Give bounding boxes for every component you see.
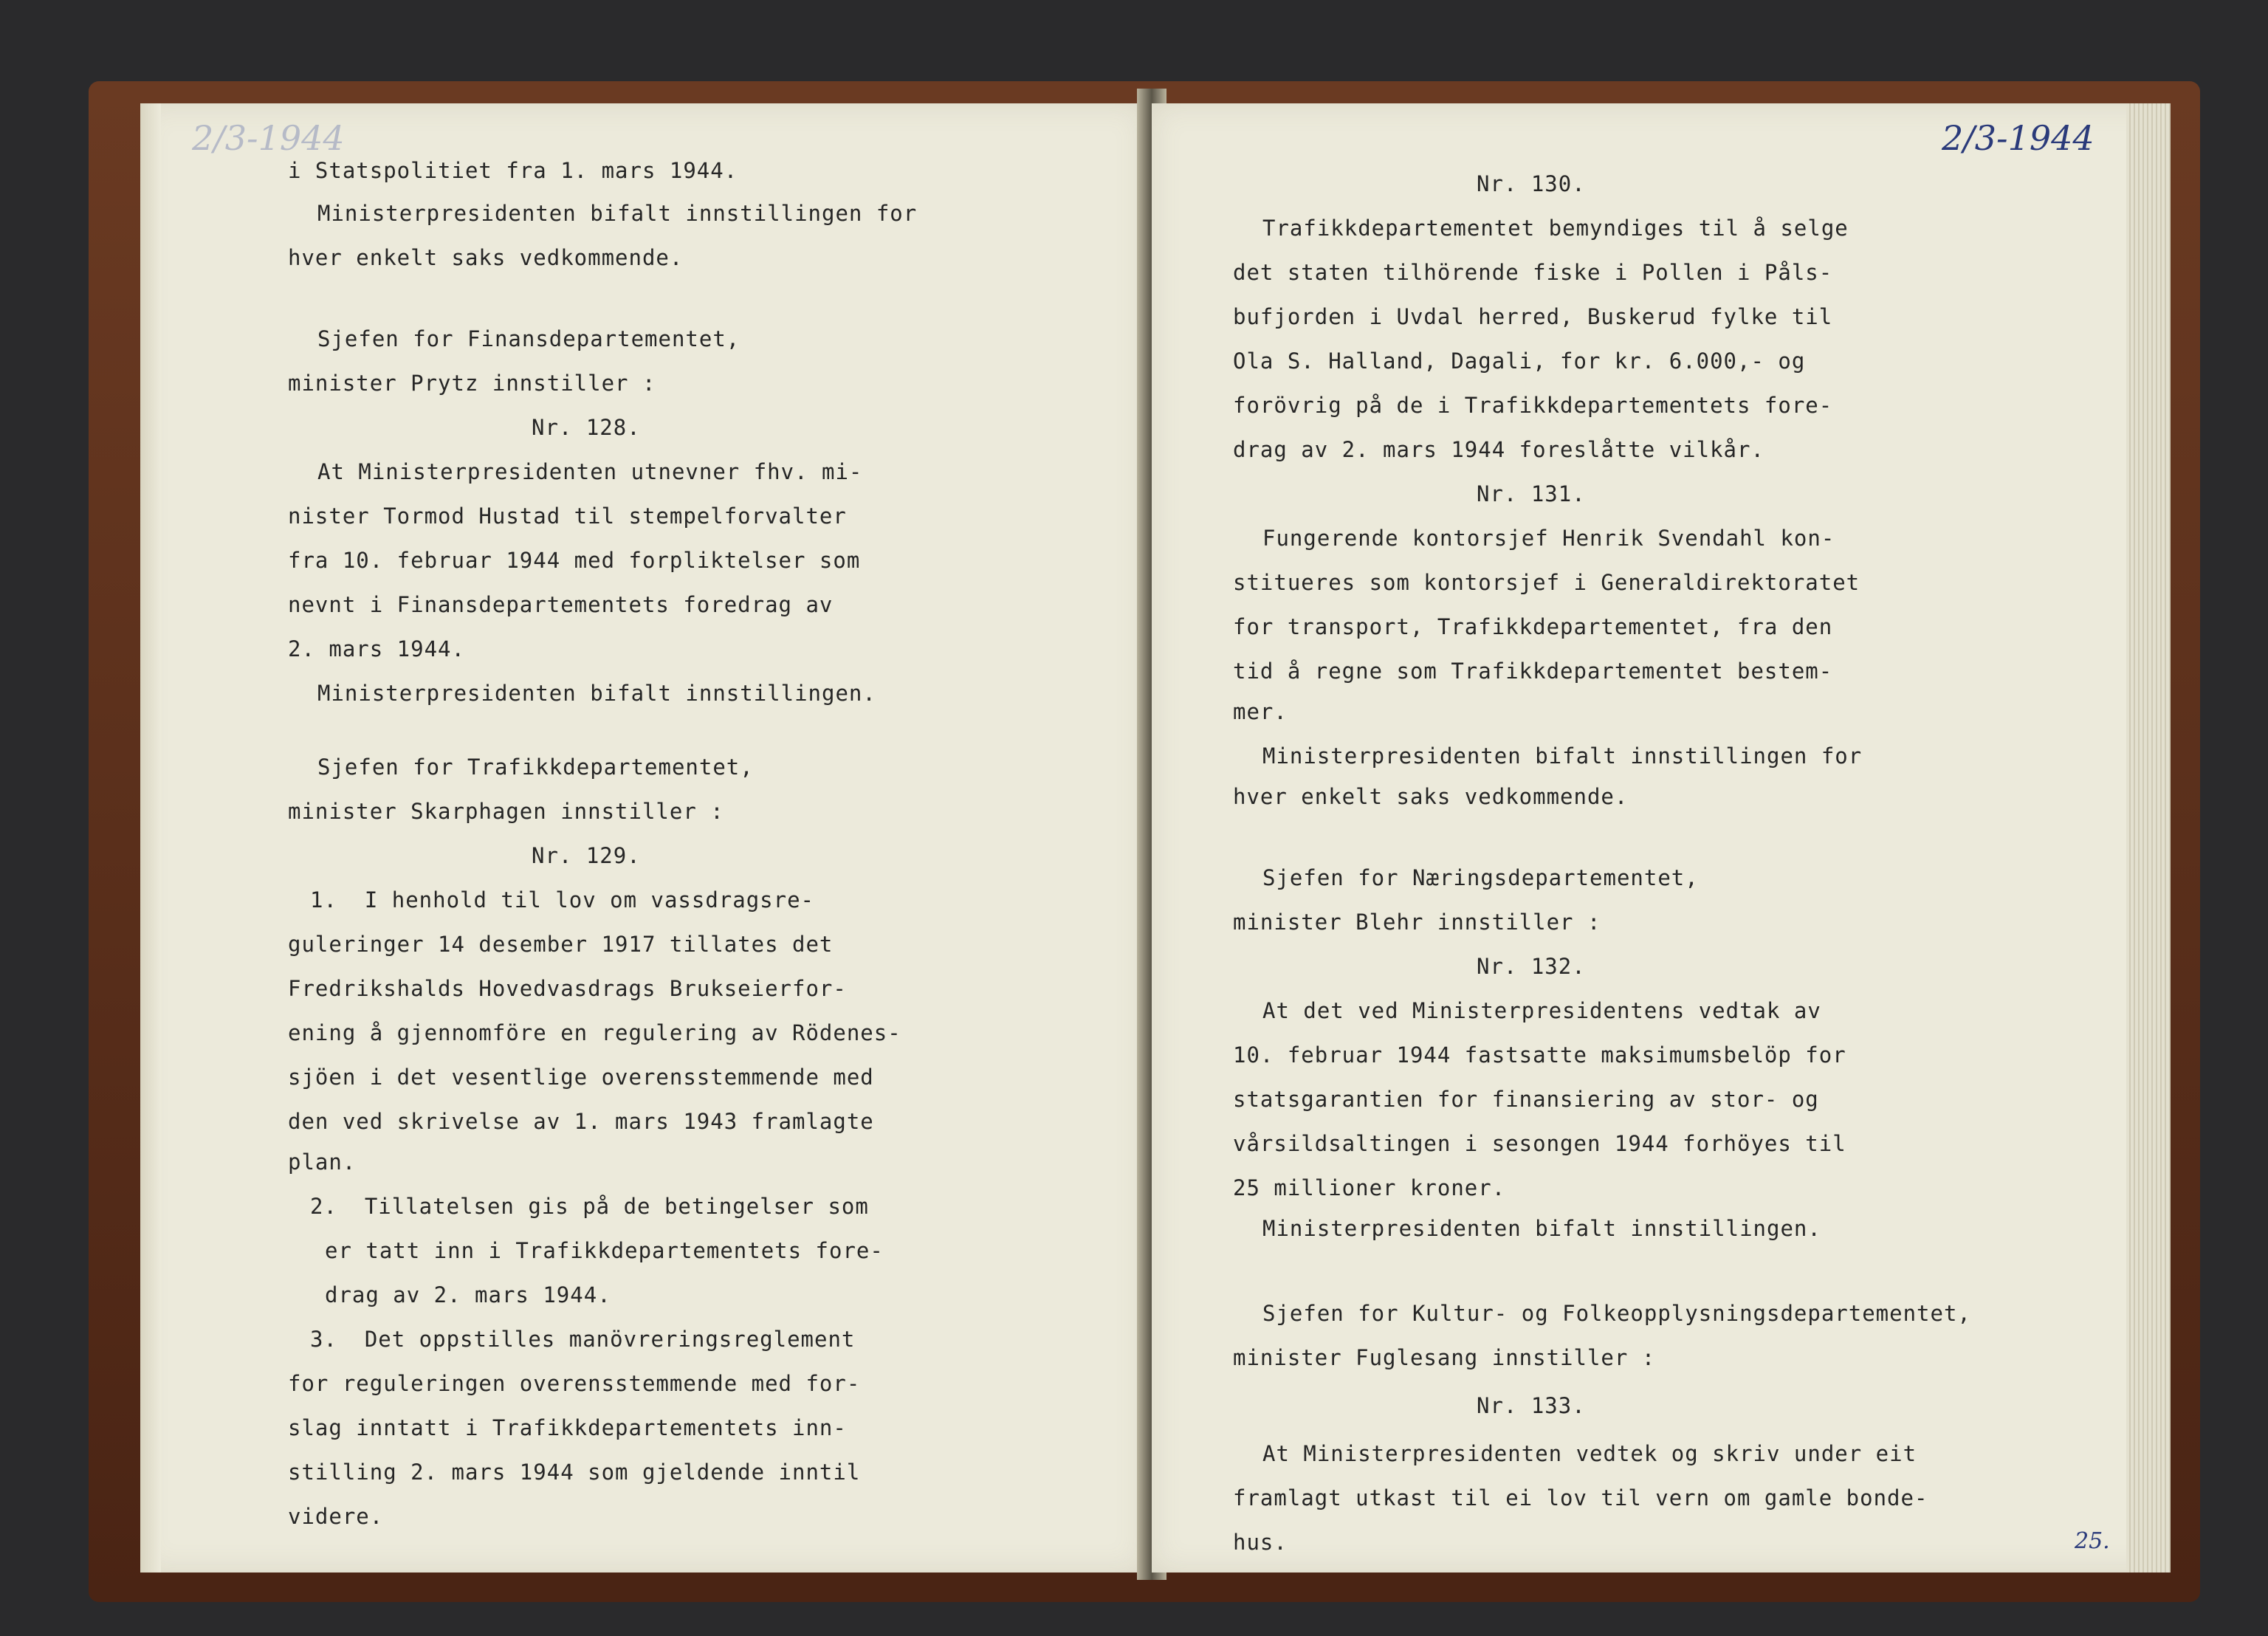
right-text-line: 10. februar 1944 fastsatte maksimumsbelöp for [1233,1042,1846,1068]
left-text-line: guleringer 14 desember 1917 tillates det [288,932,834,957]
right-text-line: vårsildsaltingen i sesongen 1944 forhöyes til [1233,1131,1846,1156]
left-text-line: er tatt inn i Trafikkdepartementets fore- [325,1238,884,1263]
right-text-line: Ministerpresidenten bifalt innstillingen. [1262,1216,1821,1241]
right-text-line: hus. [1233,1530,1288,1555]
right-text-line: statsgarantien for finansiering av stor- og [1233,1087,1819,1112]
right-text-line: minister Blehr innstiller : [1233,910,1601,935]
right-text-line: framlagt utkast til ei lov til vern om gamle bonde- [1233,1485,1928,1510]
right-text-line: Nr. 131. [1477,481,1586,506]
right-text-line: drag av 2. mars 1944 foreslåtte vilkår. [1233,437,1764,462]
left-text-line: 1. I henhold til lov om vassdragsre- [310,887,815,912]
left-text-line: nister Tormod Hustad til stempelforvalter [288,503,847,529]
left-text-line: At Ministerpresidenten utnevner fhv. mi- [317,459,863,484]
right-text-line: Sjefen for Kultur- og Folkeopplysningsdepartementet, [1262,1301,1971,1326]
left-text-line: videre. [288,1504,384,1529]
left-text-line: 3. Det oppstilles manövreringsreglement [310,1327,856,1352]
left-text-line: den ved skrivelse av 1. mars 1943 framlagte [288,1109,874,1134]
left-page [140,103,1146,1573]
right-text-line: At det ved Ministerpresidentens vedtak av [1262,998,1821,1023]
right-text-line: Trafikkdepartementet bemyndiges til å selge [1262,216,1849,241]
left-text-line: Sjefen for Trafikkdepartementet, [317,755,754,780]
left-text-line: stilling 2. mars 1944 som gjeldende inntil [288,1460,861,1485]
right-text-line: hver enkelt saks vedkommende. [1233,784,1629,809]
left-text-line: 2. mars 1944. [288,636,465,661]
right-text-line: Fungerende kontorsjef Henrik Svendahl kon- [1262,526,1835,551]
left-handwritten-date: 2/3-1944 [192,118,345,158]
right-text-line: tid å regne som Trafikkdepartementet bestem- [1233,659,1833,684]
page-number: 25. [2075,1528,2110,1554]
right-text-line: det staten tilhörende fiske i Pollen i Påls- [1233,260,1833,285]
left-text-line: i Statspolitiet fra 1. mars 1944. [288,158,738,183]
right-text-line: Nr. 130. [1477,171,1586,196]
right-text-line: Ministerpresidenten bifalt innstillingen for [1262,743,1863,769]
right-text-line: mer. [1233,699,1288,724]
left-text-line: Fredrikshalds Hovedvasdrags Brukseierfor- [288,976,847,1001]
right-text-line: minister Fuglesang innstiller : [1233,1345,1656,1370]
left-text-line: Sjefen for Finansdepartementet, [317,326,740,351]
left-text-line: for reguleringen overensstemmende med for- [288,1371,861,1396]
right-text-line: forövrig på de i Trafikkdepartementets fore- [1233,393,1833,418]
left-text-line: minister Prytz innstiller : [288,371,656,396]
right-text-line: stitueres som kontorsjef i Generaldirektoratet [1233,570,1860,595]
right-text-line: At Ministerpresidenten vedtek og skriv under eit [1262,1441,1917,1466]
left-text-line: hver enkelt saks vedkommende. [288,245,684,270]
left-text-line: minister Skarphagen innstiller : [288,799,724,824]
right-handwritten-date: 2/3-1944 [1942,118,2095,158]
left-text-line: nevnt i Finansdepartementets foredrag av [288,592,834,617]
right-text-line: 25 millioner kroner. [1233,1175,1506,1200]
right-text-line: for transport, Trafikkdepartementet, fra den [1233,614,1833,639]
right-text-line: Nr. 133. [1477,1393,1586,1418]
left-text-line: plan. [288,1149,357,1175]
left-text-line: Ministerpresidenten bifalt innstillingen. [317,681,876,706]
right-text-line: Nr. 132. [1477,954,1586,979]
left-text-line: ening å gjennomföre en regulering av Rödenes- [288,1020,901,1045]
left-text-line: fra 10. februar 1944 med forpliktelser som [288,548,861,573]
left-text-line: Ministerpresidenten bifalt innstillingen for [317,201,918,226]
left-text-line: drag av 2. mars 1944. [325,1282,611,1307]
left-text-line: 2. Tillatelsen gis på de betingelser som [310,1194,869,1219]
left-text-line: sjöen i det vesentlige overensstemmende med [288,1065,874,1090]
left-text-line: Nr. 128. [532,415,641,440]
right-page [1152,103,2171,1573]
right-text-line: bufjorden i Uvdal herred, Buskerud fylke til [1233,304,1833,329]
right-text-line: Ola S. Halland, Dagali, for kr. 6.000,- og [1233,348,1806,374]
left-text-line: Nr. 129. [532,843,641,868]
right-text-line: Sjefen for Næringsdepartementet, [1262,865,1699,890]
left-text-line: slag inntatt i Trafikkdepartementets inn- [288,1415,847,1440]
